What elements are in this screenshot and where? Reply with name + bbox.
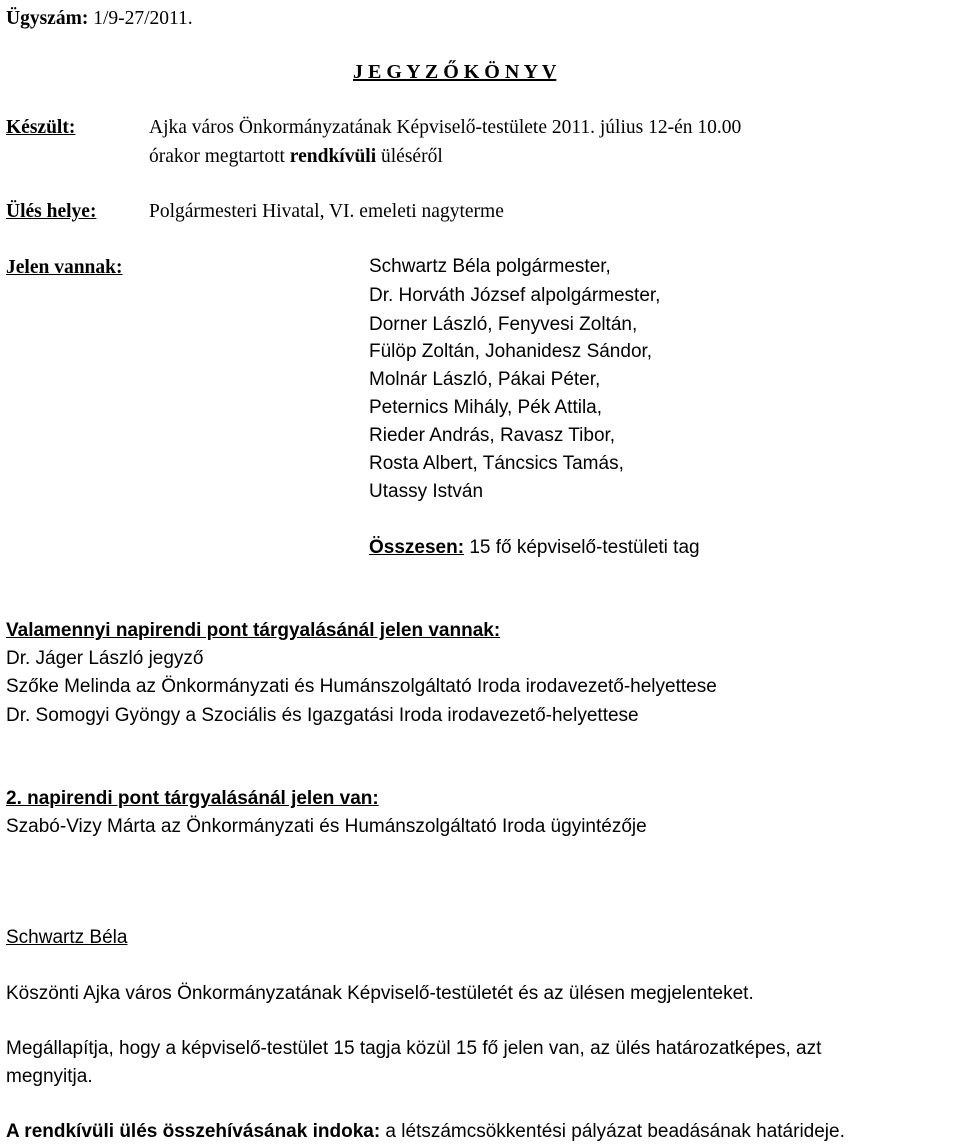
present-member: Schwartz Béla polgármester, (369, 256, 611, 277)
present-label: Jelen vannak: (6, 257, 123, 278)
present-total-label: Összesen: (369, 537, 465, 558)
venue-label: Ülés helye: (6, 201, 97, 222)
made-line-2-end: üléséről (376, 146, 443, 167)
item2-attendee: Szabó-Vizy Márta az Önkormányzati és Humánszolgáltató Iroda ügyintézője (6, 816, 647, 837)
case-number-label: Ügyszám: (6, 8, 89, 29)
convocation-reason-label: A rendkívüli ülés összehívásának indoka: (6, 1121, 381, 1142)
document-title: J E G Y Z Ő K Ö N Y V (353, 61, 557, 83)
made-label: Készült: (6, 117, 76, 138)
present-total (369, 537, 700, 560)
made-line-2 (149, 145, 443, 168)
case-number-value: 1/9-27/2011. (93, 8, 193, 29)
speaker-paragraph-2-line-2: megnyitja. (6, 1066, 93, 1087)
speaker-name: Schwartz Béla (6, 927, 128, 948)
made-line-1: Ajka város Önkormányzatának Képviselő-testülete 2011. július 12-én 10.00 (149, 117, 742, 138)
present-member: Dr. Horváth József alpolgármester, (369, 285, 661, 306)
all-items-heading: Valamennyi napirendi pont tárgyalásánál jelen vannak: (6, 620, 501, 641)
present-member: Dorner László, Fenyvesi Zoltán, (369, 314, 638, 335)
case-number-line (6, 7, 193, 30)
present-member: Molnár László, Pákai Péter, (369, 369, 601, 390)
speaker-paragraph-2-line-1: Megállapítja, hogy a képviselő-testület 15 tagja közül 15 fő jelen van, az ülés határozatképes, azt (6, 1038, 822, 1059)
present-member: Peternics Mihály, Pék Attila, (369, 397, 603, 418)
speaker-paragraph-1: Köszönti Ajka város Önkormányzatának Képviselő-testületét és az ülésen megjelenteket. (6, 983, 754, 1004)
present-total-value: 15 fő képviselő-testületi tag (469, 537, 700, 558)
convocation-reason-text: a létszámcsökkentési pályázat beadásának határideje. (380, 1121, 845, 1142)
item2-heading: 2. napirendi pont tárgyalásánál jelen van: (6, 788, 379, 809)
present-member: Rosta Albert, Táncsics Tamás, (369, 453, 624, 474)
made-line-2-start: órakor megtartott (149, 146, 290, 167)
made-line-2-bold: rendkívüli (289, 146, 377, 167)
all-items-attendee: Dr. Jáger László jegyző (6, 648, 204, 669)
all-items-attendee: Szőke Melinda az Önkormányzati és Humánszolgáltató Iroda irodavezető-helyettese (6, 676, 717, 697)
venue-value: Polgármesteri Hivatal, VI. emeleti nagyterme (149, 201, 504, 222)
present-member: Rieder András, Ravasz Tibor, (369, 425, 616, 446)
all-items-attendee: Dr. Somogyi Gyöngy a Szociális és Igazgatási Iroda irodavezető-helyettese (6, 705, 639, 726)
present-member: Fülöp Zoltán, Johanidesz Sándor, (369, 341, 653, 362)
speaker-paragraph-3 (6, 1121, 845, 1144)
present-member: Utassy István (369, 481, 484, 502)
